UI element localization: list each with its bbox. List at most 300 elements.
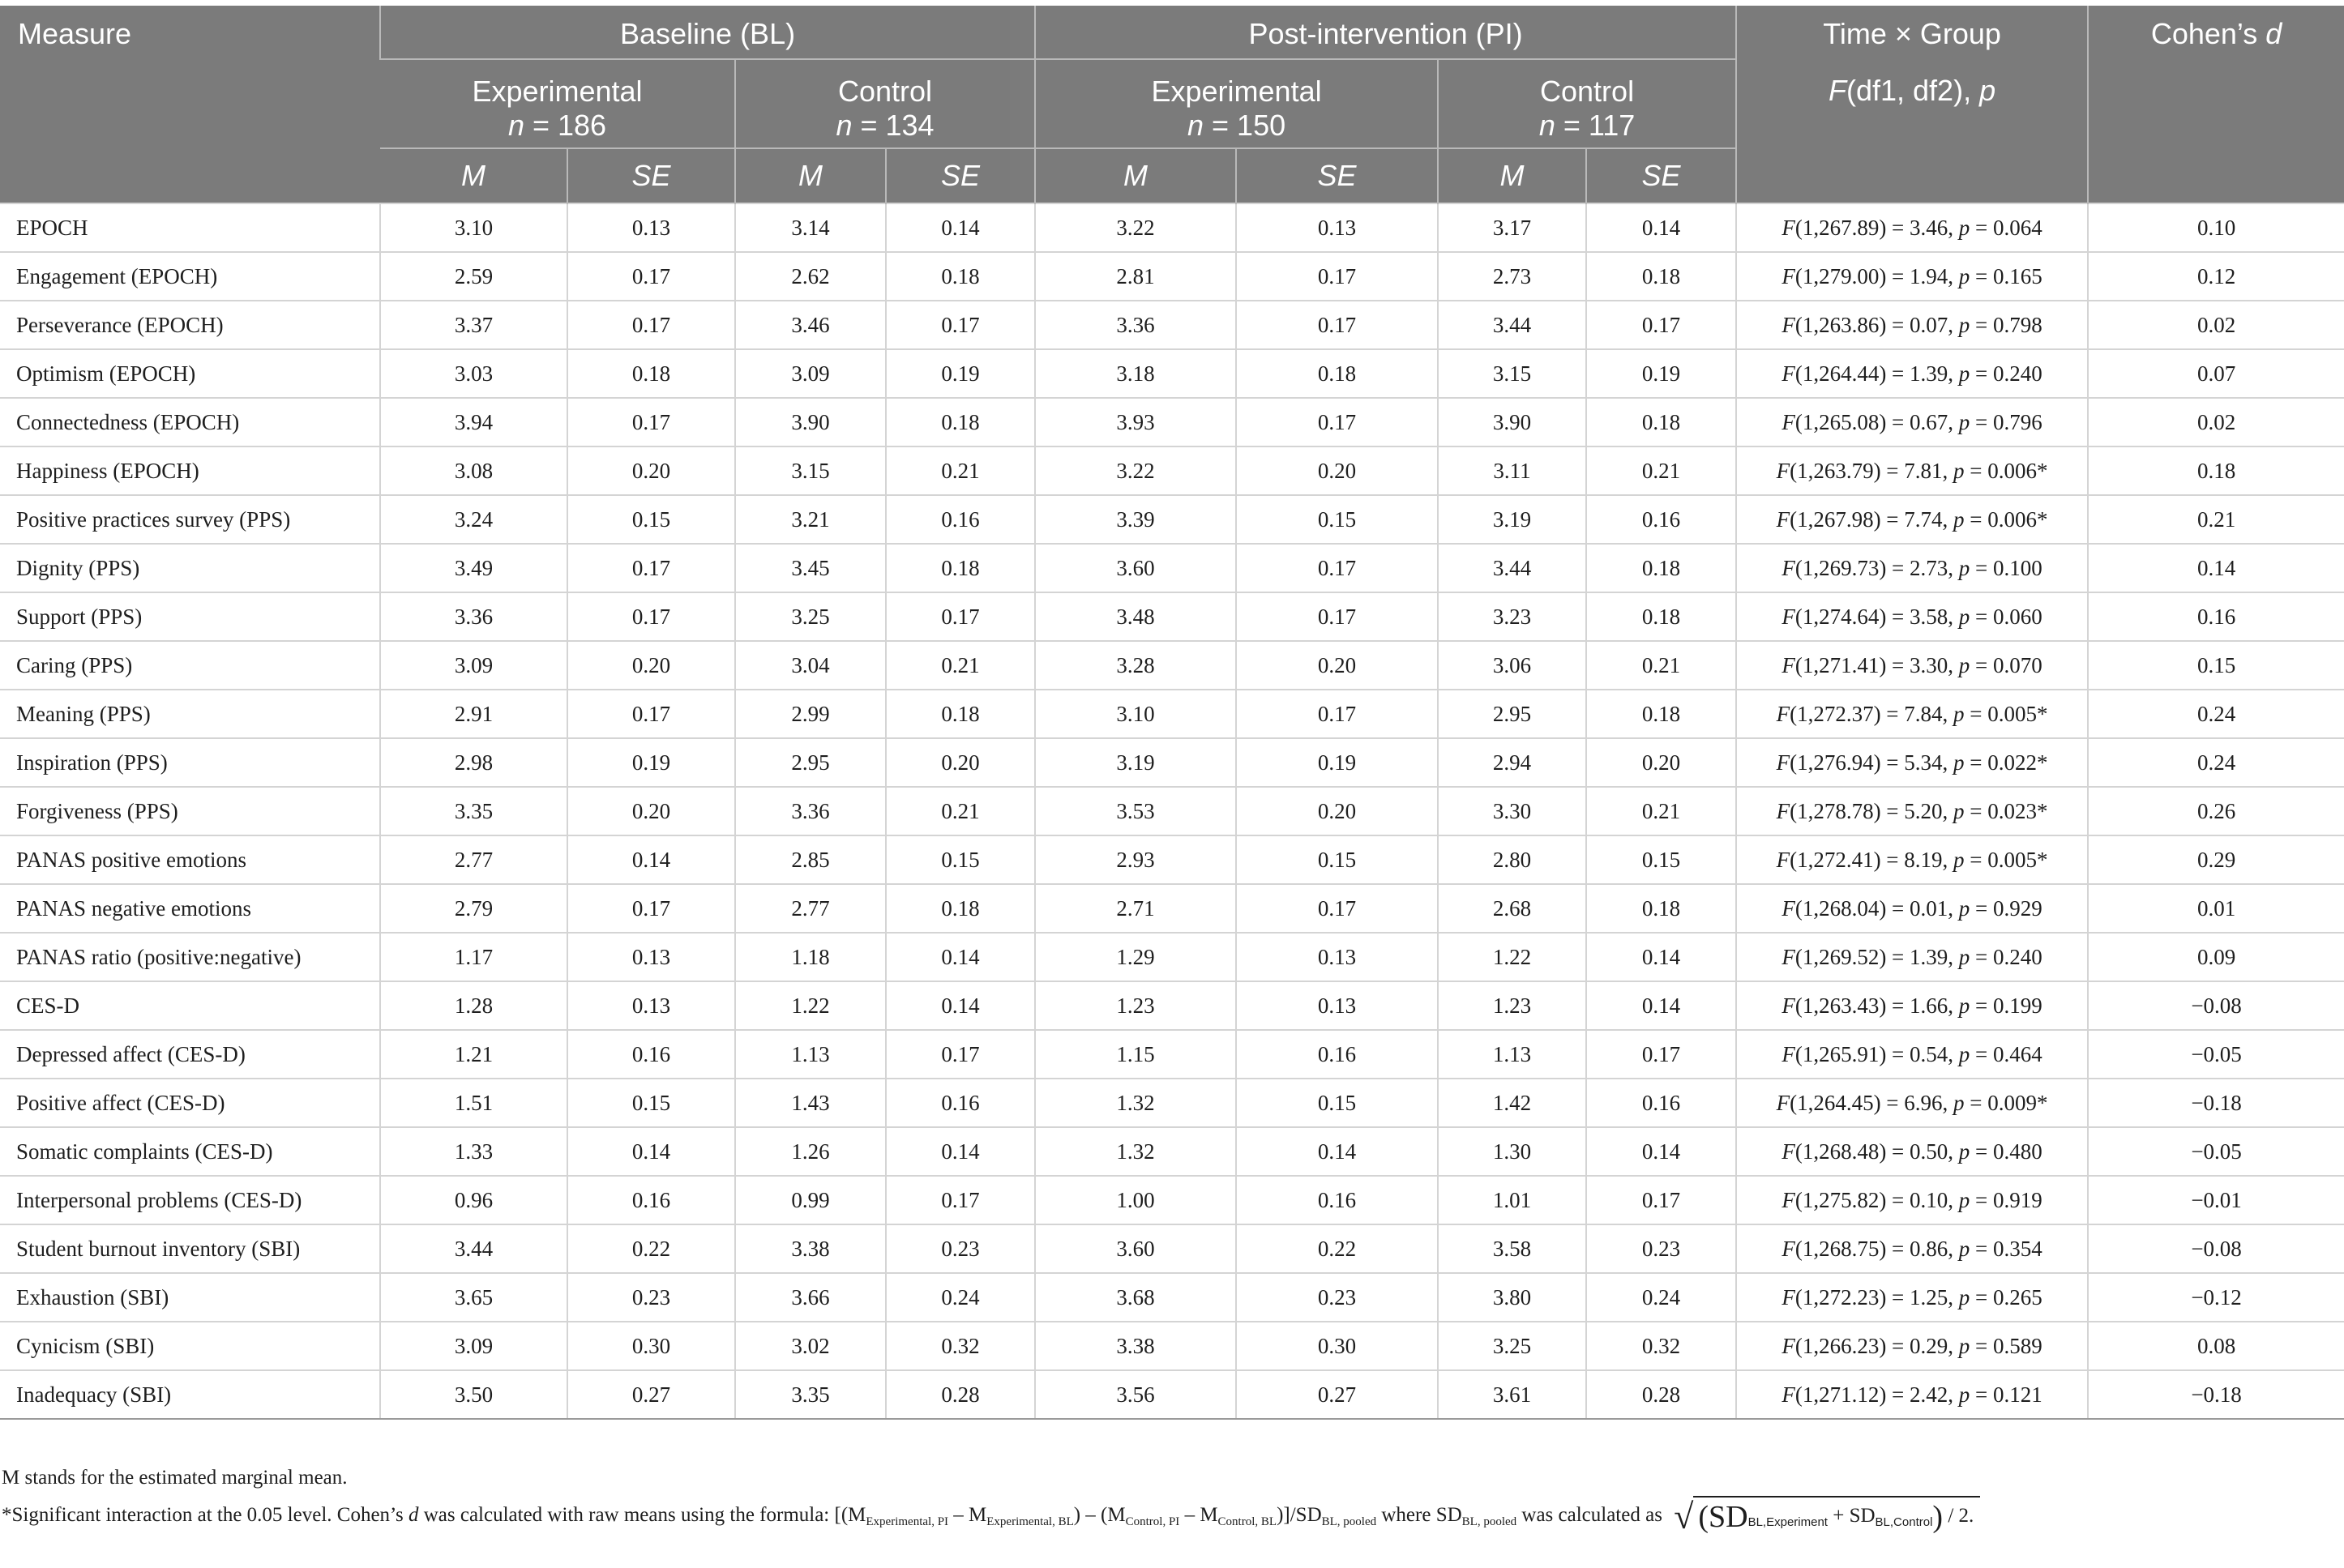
cell-f-test: F(1,272.23) = 1.25, p = 0.265 [1736, 1273, 2088, 1322]
table-header [0, 6, 2344, 203]
cell-f-test: F(1,275.82) = 0.10, p = 0.919 [1736, 1176, 2088, 1224]
header-time-group: Time × Group [1736, 6, 2088, 59]
cell-pi-ctrl-m: 1.30 [1438, 1127, 1586, 1176]
cell-measure: Perseverance (EPOCH) [0, 301, 380, 349]
cell-f-test: F(1,266.23) = 0.29, p = 0.589 [1736, 1322, 2088, 1370]
cell-bl-exp-se: 0.17 [567, 398, 735, 446]
cell-bl-ctrl-se: 0.17 [886, 301, 1035, 349]
cell-bl-exp-se: 0.13 [567, 203, 735, 252]
cell-cohens-d: −0.05 [2088, 1030, 2344, 1079]
cell-bl-ctrl-se: 0.14 [886, 203, 1035, 252]
cell-bl-exp-se: 0.13 [567, 981, 735, 1030]
cell-bl-exp-se: 0.17 [567, 884, 735, 933]
cell-bl-ctrl-m: 3.09 [735, 349, 886, 398]
cell-pi-exp-m: 1.32 [1035, 1079, 1236, 1127]
header-measure: Measure [0, 6, 380, 203]
cell-pi-ctrl-m: 3.17 [1438, 203, 1586, 252]
cell-pi-ctrl-m: 3.06 [1438, 641, 1586, 690]
cell-bl-ctrl-m: 3.15 [735, 446, 886, 495]
cell-bl-ctrl-m: 3.25 [735, 592, 886, 641]
cell-bl-exp-se: 0.18 [567, 349, 735, 398]
cell-bl-ctrl-se: 0.21 [886, 787, 1035, 835]
table-row [0, 690, 2344, 738]
cell-pi-exp-se: 0.13 [1236, 933, 1438, 981]
cell-measure: Support (PPS) [0, 592, 380, 641]
cell-pi-ctrl-m: 3.61 [1438, 1370, 1586, 1419]
cell-bl-ctrl-m: 3.66 [735, 1273, 886, 1322]
cell-bl-exp-m: 3.10 [380, 203, 567, 252]
header-se: SE [886, 148, 1035, 203]
cell-f-test: F(1,276.94) = 5.34, p = 0.022* [1736, 738, 2088, 787]
cell-bl-exp-se: 0.17 [567, 690, 735, 738]
cell-f-test: F(1,268.04) = 0.01, p = 0.929 [1736, 884, 2088, 933]
cell-bl-ctrl-m: 3.38 [735, 1224, 886, 1273]
cell-cohens-d: −0.01 [2088, 1176, 2344, 1224]
cell-measure: Interpersonal problems (CES-D) [0, 1176, 380, 1224]
cell-pi-ctrl-se: 0.28 [1586, 1370, 1736, 1419]
cell-pi-ctrl-se: 0.21 [1586, 787, 1736, 835]
cell-pi-exp-se: 0.15 [1236, 835, 1438, 884]
cell-measure: Forgiveness (PPS) [0, 787, 380, 835]
cell-measure: Exhaustion (SBI) [0, 1273, 380, 1322]
cell-f-test: F(1,269.73) = 2.73, p = 0.100 [1736, 544, 2088, 592]
cell-measure: Dignity (PPS) [0, 544, 380, 592]
cell-bl-exp-m: 3.08 [380, 446, 567, 495]
cell-pi-ctrl-se: 0.18 [1586, 544, 1736, 592]
cell-bl-ctrl-se: 0.18 [886, 884, 1035, 933]
cell-pi-ctrl-m: 2.73 [1438, 252, 1586, 301]
cell-measure: Inadequacy (SBI) [0, 1370, 380, 1419]
cell-pi-ctrl-se: 0.14 [1586, 981, 1736, 1030]
cell-bl-exp-m: 0.96 [380, 1176, 567, 1224]
table-row [0, 1127, 2344, 1176]
cell-measure: Caring (PPS) [0, 641, 380, 690]
cell-pi-exp-m: 3.56 [1035, 1370, 1236, 1419]
cell-measure: PANAS positive emotions [0, 835, 380, 884]
table-row [0, 495, 2344, 544]
cell-bl-ctrl-m: 2.77 [735, 884, 886, 933]
cell-pi-exp-m: 3.60 [1035, 544, 1236, 592]
cell-f-test: F(1,265.91) = 0.54, p = 0.464 [1736, 1030, 2088, 1079]
header-bl-control: Control n = 134 [735, 59, 1035, 148]
cell-measure: Positive practices survey (PPS) [0, 495, 380, 544]
cell-bl-ctrl-m: 2.62 [735, 252, 886, 301]
cell-pi-exp-m: 3.68 [1035, 1273, 1236, 1322]
cell-pi-ctrl-se: 0.23 [1586, 1224, 1736, 1273]
cell-f-test: F(1,279.00) = 1.94, p = 0.165 [1736, 252, 2088, 301]
cell-pi-ctrl-se: 0.18 [1586, 690, 1736, 738]
cell-pi-exp-se: 0.17 [1236, 252, 1438, 301]
cell-bl-exp-se: 0.17 [567, 544, 735, 592]
cell-bl-exp-se: 0.15 [567, 1079, 735, 1127]
cell-measure: Cynicism (SBI) [0, 1322, 380, 1370]
cell-pi-exp-se: 0.23 [1236, 1273, 1438, 1322]
cell-bl-exp-m: 1.17 [380, 933, 567, 981]
cell-bl-exp-se: 0.17 [567, 592, 735, 641]
cell-f-test: F(1,271.12) = 2.42, p = 0.121 [1736, 1370, 2088, 1419]
cell-pi-ctrl-se: 0.15 [1586, 835, 1736, 884]
cell-bl-ctrl-se: 0.18 [886, 398, 1035, 446]
cell-pi-exp-se: 0.17 [1236, 544, 1438, 592]
table-row [0, 1370, 2344, 1419]
cell-pi-exp-m: 1.29 [1035, 933, 1236, 981]
cell-pi-exp-m: 2.93 [1035, 835, 1236, 884]
cell-pi-ctrl-se: 0.21 [1586, 641, 1736, 690]
cell-pi-ctrl-m: 3.25 [1438, 1322, 1586, 1370]
cell-pi-ctrl-se: 0.21 [1586, 446, 1736, 495]
cell-measure: Optimism (EPOCH) [0, 349, 380, 398]
cell-pi-exp-m: 3.22 [1035, 203, 1236, 252]
cell-pi-ctrl-se: 0.14 [1586, 1127, 1736, 1176]
cell-pi-exp-se: 0.17 [1236, 690, 1438, 738]
cell-bl-ctrl-se: 0.14 [886, 1127, 1035, 1176]
cell-pi-ctrl-se: 0.17 [1586, 1030, 1736, 1079]
cell-bl-exp-m: 3.49 [380, 544, 567, 592]
cell-pi-exp-se: 0.16 [1236, 1030, 1438, 1079]
cell-bl-exp-m: 3.65 [380, 1273, 567, 1322]
cell-pi-exp-m: 3.10 [1035, 690, 1236, 738]
header-cohens-d: Cohen’s d [2088, 6, 2344, 203]
cell-bl-ctrl-m: 3.35 [735, 1370, 886, 1419]
cell-bl-ctrl-se: 0.21 [886, 641, 1035, 690]
cell-f-test: F(1,268.75) = 0.86, p = 0.354 [1736, 1224, 2088, 1273]
table-row [0, 738, 2344, 787]
cell-bl-ctrl-se: 0.23 [886, 1224, 1035, 1273]
cell-f-test: F(1,263.43) = 1.66, p = 0.199 [1736, 981, 2088, 1030]
cell-pi-exp-se: 0.27 [1236, 1370, 1438, 1419]
table-row [0, 1322, 2344, 1370]
cell-bl-exp-m: 3.37 [380, 301, 567, 349]
table-row [0, 252, 2344, 301]
cell-pi-exp-se: 0.13 [1236, 203, 1438, 252]
cell-cohens-d: 0.26 [2088, 787, 2344, 835]
cell-cohens-d: 0.15 [2088, 641, 2344, 690]
header-m: M [735, 148, 886, 203]
cell-cohens-d: 0.16 [2088, 592, 2344, 641]
cell-measure: Connectedness (EPOCH) [0, 398, 380, 446]
cell-bl-ctrl-m: 3.14 [735, 203, 886, 252]
cell-pi-ctrl-se: 0.14 [1586, 933, 1736, 981]
cell-bl-exp-se: 0.13 [567, 933, 735, 981]
cell-pi-exp-se: 0.17 [1236, 884, 1438, 933]
cell-bl-exp-se: 0.17 [567, 252, 735, 301]
cell-pi-ctrl-m: 2.80 [1438, 835, 1586, 884]
cell-pi-ctrl-m: 3.30 [1438, 787, 1586, 835]
cell-cohens-d: −0.12 [2088, 1273, 2344, 1322]
cell-bl-exp-se: 0.14 [567, 1127, 735, 1176]
cell-bl-exp-m: 1.33 [380, 1127, 567, 1176]
table-row [0, 592, 2344, 641]
cell-cohens-d: 0.01 [2088, 884, 2344, 933]
cell-bl-ctrl-se: 0.18 [886, 690, 1035, 738]
cell-f-test: F(1,267.89) = 3.46, p = 0.064 [1736, 203, 2088, 252]
cell-pi-exp-se: 0.15 [1236, 495, 1438, 544]
cell-bl-ctrl-se: 0.32 [886, 1322, 1035, 1370]
cell-pi-exp-m: 3.93 [1035, 398, 1236, 446]
cell-pi-ctrl-m: 1.22 [1438, 933, 1586, 981]
header-pi-experimental: Experimental n = 150 [1035, 59, 1438, 148]
cell-bl-ctrl-se: 0.19 [886, 349, 1035, 398]
cell-cohens-d: 0.24 [2088, 690, 2344, 738]
cell-f-test: F(1,269.52) = 1.39, p = 0.240 [1736, 933, 2088, 981]
cell-measure: Depressed affect (CES-D) [0, 1030, 380, 1079]
cell-pi-ctrl-m: 2.95 [1438, 690, 1586, 738]
cell-bl-ctrl-m: 1.26 [735, 1127, 886, 1176]
cell-cohens-d: −0.18 [2088, 1370, 2344, 1419]
cell-measure: Student burnout inventory (SBI) [0, 1224, 380, 1273]
cell-pi-exp-m: 1.23 [1035, 981, 1236, 1030]
header-baseline: Baseline (BL) [380, 6, 1035, 59]
cell-bl-ctrl-m: 3.04 [735, 641, 886, 690]
table-row [0, 981, 2344, 1030]
cell-pi-exp-m: 2.71 [1035, 884, 1236, 933]
table-row [0, 1273, 2344, 1322]
table-row [0, 884, 2344, 933]
cell-bl-exp-m: 2.98 [380, 738, 567, 787]
cell-bl-exp-m: 2.91 [380, 690, 567, 738]
cell-pi-ctrl-m: 3.44 [1438, 301, 1586, 349]
cell-pi-ctrl-m: 3.80 [1438, 1273, 1586, 1322]
header-m: M [1035, 148, 1236, 203]
header-se: SE [1586, 148, 1736, 203]
cell-pi-exp-se: 0.14 [1236, 1127, 1438, 1176]
cell-bl-exp-se: 0.16 [567, 1030, 735, 1079]
cell-pi-ctrl-se: 0.14 [1586, 203, 1736, 252]
header-se: SE [567, 148, 735, 203]
cell-pi-exp-m: 1.32 [1035, 1127, 1236, 1176]
cell-pi-ctrl-se: 0.17 [1586, 1176, 1736, 1224]
cell-pi-ctrl-se: 0.18 [1586, 884, 1736, 933]
cell-f-test: F(1,265.08) = 0.67, p = 0.796 [1736, 398, 2088, 446]
cell-pi-ctrl-m: 2.68 [1438, 884, 1586, 933]
cell-bl-exp-se: 0.30 [567, 1322, 735, 1370]
cell-f-test: F(1,264.45) = 6.96, p = 0.009* [1736, 1079, 2088, 1127]
cell-bl-exp-se: 0.16 [567, 1176, 735, 1224]
cell-pi-exp-m: 3.18 [1035, 349, 1236, 398]
cell-cohens-d: 0.12 [2088, 252, 2344, 301]
cell-bl-ctrl-m: 1.43 [735, 1079, 886, 1127]
cell-bl-exp-m: 3.24 [380, 495, 567, 544]
cell-pi-exp-se: 0.18 [1236, 349, 1438, 398]
header-m: M [1438, 148, 1586, 203]
cell-bl-ctrl-se: 0.20 [886, 738, 1035, 787]
cell-bl-ctrl-se: 0.17 [886, 592, 1035, 641]
header-pi-control: Control n = 117 [1438, 59, 1736, 148]
cell-bl-ctrl-se: 0.14 [886, 933, 1035, 981]
table-row [0, 1079, 2344, 1127]
cell-pi-ctrl-m: 3.15 [1438, 349, 1586, 398]
cell-bl-ctrl-se: 0.16 [886, 1079, 1035, 1127]
cell-pi-ctrl-m: 2.94 [1438, 738, 1586, 787]
cell-bl-ctrl-m: 1.22 [735, 981, 886, 1030]
cell-cohens-d: 0.07 [2088, 349, 2344, 398]
cell-pi-ctrl-m: 3.19 [1438, 495, 1586, 544]
cell-measure: Meaning (PPS) [0, 690, 380, 738]
cell-f-test: F(1,271.41) = 3.30, p = 0.070 [1736, 641, 2088, 690]
cell-pi-exp-se: 0.22 [1236, 1224, 1438, 1273]
cell-measure: Engagement (EPOCH) [0, 252, 380, 301]
cell-cohens-d: 0.14 [2088, 544, 2344, 592]
cell-pi-ctrl-m: 3.44 [1438, 544, 1586, 592]
cell-pi-ctrl-se: 0.18 [1586, 592, 1736, 641]
cell-pi-exp-m: 3.53 [1035, 787, 1236, 835]
cell-bl-exp-m: 3.09 [380, 641, 567, 690]
cell-pi-exp-se: 0.16 [1236, 1176, 1438, 1224]
cell-bl-exp-se: 0.22 [567, 1224, 735, 1273]
cell-measure: PANAS ratio (positive:negative) [0, 933, 380, 981]
cell-pi-exp-se: 0.17 [1236, 301, 1438, 349]
cell-bl-exp-m: 1.21 [380, 1030, 567, 1079]
header-se: SE [1236, 148, 1438, 203]
table-row [0, 398, 2344, 446]
cell-bl-ctrl-m: 2.85 [735, 835, 886, 884]
cell-pi-exp-m: 1.00 [1035, 1176, 1236, 1224]
cell-pi-ctrl-se: 0.24 [1586, 1273, 1736, 1322]
cell-pi-exp-m: 3.60 [1035, 1224, 1236, 1273]
cell-cohens-d: 0.08 [2088, 1322, 2344, 1370]
cell-cohens-d: 0.29 [2088, 835, 2344, 884]
cell-f-test: F(1,268.48) = 0.50, p = 0.480 [1736, 1127, 2088, 1176]
cell-bl-ctrl-se: 0.17 [886, 1030, 1035, 1079]
cell-f-test: F(1,274.64) = 3.58, p = 0.060 [1736, 592, 2088, 641]
cell-pi-ctrl-se: 0.16 [1586, 495, 1736, 544]
cell-pi-ctrl-se: 0.20 [1586, 738, 1736, 787]
cell-bl-ctrl-se: 0.18 [886, 544, 1035, 592]
cell-f-test: F(1,264.44) = 1.39, p = 0.240 [1736, 349, 2088, 398]
cell-bl-exp-se: 0.14 [567, 835, 735, 884]
cell-bl-exp-m: 3.94 [380, 398, 567, 446]
cell-pi-ctrl-m: 3.11 [1438, 446, 1586, 495]
cell-bl-exp-se: 0.27 [567, 1370, 735, 1419]
cell-bl-ctrl-m: 3.21 [735, 495, 886, 544]
cell-bl-ctrl-m: 1.18 [735, 933, 886, 981]
cell-bl-ctrl-m: 3.36 [735, 787, 886, 835]
cell-f-test: F(1,278.78) = 5.20, p = 0.023* [1736, 787, 2088, 835]
cell-bl-ctrl-m: 3.90 [735, 398, 886, 446]
cell-pi-exp-m: 1.15 [1035, 1030, 1236, 1079]
cell-pi-ctrl-m: 1.23 [1438, 981, 1586, 1030]
cell-pi-ctrl-se: 0.32 [1586, 1322, 1736, 1370]
cell-pi-ctrl-m: 1.13 [1438, 1030, 1586, 1079]
cell-measure: Somatic complaints (CES-D) [0, 1127, 380, 1176]
cell-measure: Positive affect (CES-D) [0, 1079, 380, 1127]
cell-bl-exp-se: 0.20 [567, 641, 735, 690]
cell-pi-ctrl-se: 0.19 [1586, 349, 1736, 398]
cell-bl-ctrl-se: 0.17 [886, 1176, 1035, 1224]
cell-bl-ctrl-se: 0.16 [886, 495, 1035, 544]
cell-pi-exp-se: 0.17 [1236, 592, 1438, 641]
cell-pi-exp-m: 3.48 [1035, 592, 1236, 641]
cell-f-test: F(1,263.86) = 0.07, p = 0.798 [1736, 301, 2088, 349]
cell-cohens-d: 0.21 [2088, 495, 2344, 544]
cell-bl-exp-m: 3.36 [380, 592, 567, 641]
cell-pi-ctrl-se: 0.17 [1586, 301, 1736, 349]
header-m: M [380, 148, 567, 203]
cell-pi-ctrl-se: 0.18 [1586, 252, 1736, 301]
table-row [0, 203, 2344, 252]
table-row [0, 1224, 2344, 1273]
cell-bl-ctrl-m: 3.02 [735, 1322, 886, 1370]
cell-bl-exp-m: 3.35 [380, 787, 567, 835]
cell-cohens-d: 0.18 [2088, 446, 2344, 495]
table-row [0, 349, 2344, 398]
cell-bl-exp-m: 3.03 [380, 349, 567, 398]
cell-bl-ctrl-se: 0.15 [886, 835, 1035, 884]
results-table [0, 6, 2344, 1420]
cell-bl-ctrl-se: 0.18 [886, 252, 1035, 301]
cell-pi-exp-se: 0.19 [1236, 738, 1438, 787]
cell-pi-exp-se: 0.15 [1236, 1079, 1438, 1127]
cell-pi-ctrl-m: 1.01 [1438, 1176, 1586, 1224]
cell-pi-exp-m: 3.19 [1035, 738, 1236, 787]
cell-pi-ctrl-se: 0.16 [1586, 1079, 1736, 1127]
cell-measure: Happiness (EPOCH) [0, 446, 380, 495]
cell-pi-exp-m: 3.28 [1035, 641, 1236, 690]
cell-cohens-d: 0.02 [2088, 301, 2344, 349]
cell-pi-exp-m: 3.22 [1035, 446, 1236, 495]
header-bl-experimental: Experimental n = 186 [380, 59, 735, 148]
cell-pi-exp-m: 3.38 [1035, 1322, 1236, 1370]
cell-bl-exp-se: 0.15 [567, 495, 735, 544]
cell-cohens-d: 0.09 [2088, 933, 2344, 981]
cell-pi-ctrl-m: 3.23 [1438, 592, 1586, 641]
cell-cohens-d: −0.18 [2088, 1079, 2344, 1127]
cell-bl-exp-m: 1.51 [380, 1079, 567, 1127]
cell-bl-exp-m: 2.59 [380, 252, 567, 301]
cell-bl-ctrl-m: 0.99 [735, 1176, 886, 1224]
cell-pi-exp-se: 0.30 [1236, 1322, 1438, 1370]
cell-pi-ctrl-m: 3.90 [1438, 398, 1586, 446]
table-row [0, 301, 2344, 349]
cell-f-test: F(1,272.37) = 7.84, p = 0.005* [1736, 690, 2088, 738]
cell-cohens-d: 0.24 [2088, 738, 2344, 787]
cell-pi-exp-se: 0.17 [1236, 398, 1438, 446]
cell-pi-exp-m: 3.39 [1035, 495, 1236, 544]
cell-pi-exp-m: 2.81 [1035, 252, 1236, 301]
cell-pi-exp-se: 0.20 [1236, 641, 1438, 690]
cell-bl-ctrl-m: 3.45 [735, 544, 886, 592]
cell-cohens-d: 0.02 [2088, 398, 2344, 446]
table-row [0, 1176, 2344, 1224]
cell-bl-exp-m: 3.09 [380, 1322, 567, 1370]
cell-bl-exp-m: 2.79 [380, 884, 567, 933]
note-marginal-mean: M stands for the estimated marginal mean. [2, 1467, 348, 1489]
table-row [0, 446, 2344, 495]
table-body [0, 203, 2344, 1419]
cell-bl-ctrl-m: 2.95 [735, 738, 886, 787]
cell-bl-exp-m: 3.44 [380, 1224, 567, 1273]
cell-bl-exp-m: 1.28 [380, 981, 567, 1030]
cell-pi-ctrl-m: 3.58 [1438, 1224, 1586, 1273]
cell-measure: PANAS negative emotions [0, 884, 380, 933]
table-row [0, 933, 2344, 981]
cell-bl-ctrl-m: 3.46 [735, 301, 886, 349]
cell-measure: EPOCH [0, 203, 380, 252]
note-significance-formula: *Significant interaction at the 0.05 level. Cohen’s d was calculated with raw means using the formula: $[(M_{Experimental, PI} - M_{Experimental, BL}) - (M_{Control, PI} - M_{Control, BL})]/SD_{BL, pooled}$ where $SD_{BL, pooled}$ was calculated as √ $(SD_{BL,Experiment} + SD_{BL,Control}) / 2$. [2, 1496, 1980, 1537]
sqrt-formula: √ $(SD_{BL,Experiment} + SD_{BL,Control}) / 2$. [1674, 1496, 1980, 1537]
cell-f-test: F(1,267.98) = 7.74, p = 0.006* [1736, 495, 2088, 544]
cell-bl-exp-m: 3.50 [380, 1370, 567, 1419]
cell-pi-ctrl-se: 0.18 [1586, 398, 1736, 446]
cell-bl-ctrl-se: 0.14 [886, 981, 1035, 1030]
cell-pi-ctrl-m: 1.42 [1438, 1079, 1586, 1127]
table-row [0, 1030, 2344, 1079]
cell-f-test: F(1,272.41) = 8.19, p = 0.005* [1736, 835, 2088, 884]
cell-bl-exp-se: 0.19 [567, 738, 735, 787]
cell-pi-exp-se: 0.20 [1236, 446, 1438, 495]
cell-bl-ctrl-se: 0.21 [886, 446, 1035, 495]
cell-pi-exp-se: 0.20 [1236, 787, 1438, 835]
